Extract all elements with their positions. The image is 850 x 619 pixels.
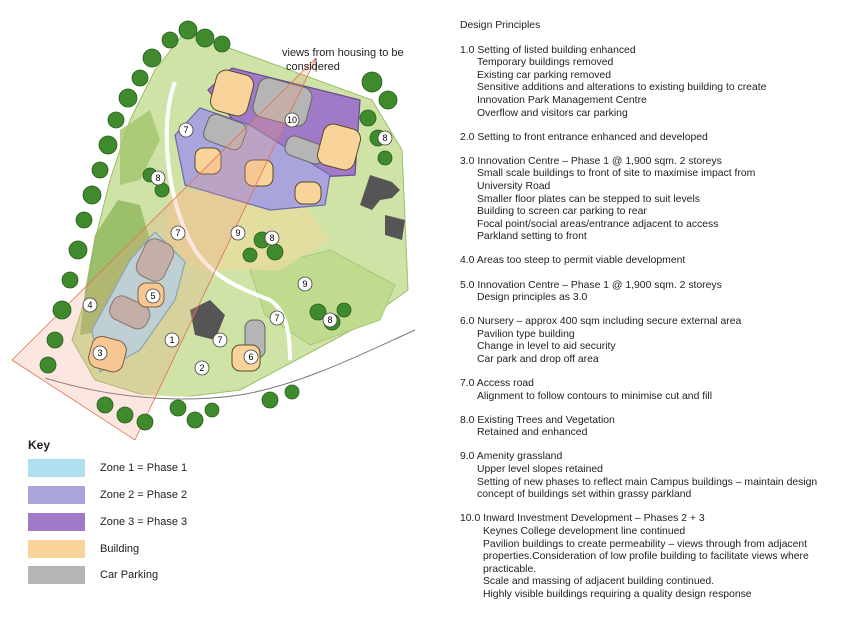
principle-heading: 3.0 Innovation Centre – Phase 1 @ 1,900 sqm. 2 storeys: [460, 155, 722, 167]
marker-label: 7: [183, 125, 189, 135]
callout-line: views from housing to be: [282, 47, 404, 59]
principle-item: Parkland setting to front: [477, 231, 587, 243]
principle-heading: 4.0 Areas too steep to permit viable development: [460, 255, 686, 267]
legend-swatch: [28, 486, 85, 504]
principle-item: Pavilion type building: [477, 328, 575, 340]
principle-item: University Road: [477, 180, 551, 192]
principle-item: Temporary buildings removed: [477, 57, 614, 69]
principle-section: [460, 280, 845, 305]
principle-item: Building to screen car parking to rear: [477, 206, 647, 218]
principle-item: Scale and massing of adjacent building continued.: [483, 576, 715, 588]
marker-label: 10: [286, 115, 298, 125]
principle-section: [460, 316, 845, 366]
legend-item: [28, 458, 187, 478]
principle-section: [460, 415, 845, 440]
principle-item: Retained and enhanced: [477, 427, 588, 439]
principles-title: Design Principles: [460, 20, 541, 31]
legend: [28, 438, 188, 581]
legend-label: Building: [100, 543, 140, 555]
principle-item: Sensitive additions and alterations to existing building to create: [477, 82, 767, 94]
principle-section: [460, 156, 845, 244]
callout-line: considered: [286, 61, 340, 73]
marker-label: 8: [327, 315, 333, 325]
principle-heading: 5.0 Innovation Centre – Phase 1 @ 1,900 sqm. 2 storeys: [460, 279, 722, 291]
principle-item: Design principles as 3.0: [477, 292, 588, 304]
legend-swatch: [28, 540, 85, 558]
legend-item: [28, 512, 187, 532]
principle-item: Pavilion buildings to create permeability – views through from adjacent: [483, 538, 808, 550]
legend-item: [28, 485, 187, 505]
principle-item: Upper level slopes retained: [477, 464, 603, 476]
principle-item: properties.Consideration of low profile building to facilitate views where: [483, 551, 809, 563]
principle-section: [460, 378, 845, 403]
marker-label: 8: [382, 133, 388, 143]
marker-label: 2: [199, 363, 205, 373]
principle-section: [460, 255, 845, 268]
principle-item: Small scale buildings to front of site to maximise impact from: [477, 168, 756, 180]
principle-item: Focal point/social areas/entrance adjacent to access: [477, 218, 719, 230]
principle-section: [460, 451, 845, 501]
legend-label: Car Parking: [100, 569, 159, 581]
views-callout: [282, 46, 404, 74]
principle-heading: 7.0 Access road: [460, 378, 534, 390]
principle-item: practicable.: [483, 563, 537, 575]
principle-heading: 6.0 Nursery – approx 400 sqm including secure external area: [460, 316, 742, 328]
principle-item: concept of buildings set within grassy parkland: [477, 489, 692, 501]
legend-item: [28, 565, 158, 585]
principle-item: Change in level to aid security: [477, 341, 616, 353]
marker-label: 8: [269, 233, 275, 243]
marker-label: 8: [155, 173, 161, 183]
principle-heading: 1.0 Setting of listed building enhanced: [460, 44, 636, 56]
marker-label: 6: [248, 352, 254, 362]
legend-swatch: [28, 566, 85, 584]
design-principles: [460, 20, 845, 613]
marker-label: 7: [217, 335, 223, 345]
legend-swatch: [28, 513, 85, 531]
principle-heading: 9.0 Amenity grassland: [460, 451, 563, 463]
principle-section: [460, 513, 845, 601]
marker-label: 9: [235, 228, 241, 238]
marker-label: 9: [302, 279, 308, 289]
principle-item: Smaller floor plates can be stepped to suit levels: [477, 193, 700, 205]
legend-title: Key: [28, 438, 51, 452]
legend-label: Zone 3 = Phase 3: [100, 516, 188, 528]
marker-label: 5: [150, 291, 156, 301]
marker-label: 7: [175, 228, 181, 238]
principle-section: [460, 132, 845, 145]
principle-item: Alignment to follow contours to minimise cut and fill: [477, 390, 713, 402]
legend-swatch: [28, 459, 85, 477]
principle-section: [460, 45, 845, 121]
principle-item: Setting of new phases to reflect main Campus buildings – maintain design: [477, 476, 818, 488]
principle-item: Overflow and visitors car parking: [477, 107, 628, 119]
principle-heading: 10.0 Inward Investment Development – Phases 2 + 3: [460, 513, 705, 525]
marker-label: 4: [87, 300, 93, 310]
principle-heading: 2.0 Setting to front entrance enhanced and developed: [460, 131, 708, 143]
principle-item: Keynes College development line continued: [483, 525, 686, 537]
marker-label: 7: [274, 313, 280, 323]
principle-item: Highly visible buildings requiring a quality design response: [483, 588, 752, 600]
legend-label: Zone 2 = Phase 2: [100, 489, 188, 501]
principle-heading: 8.0 Existing Trees and Vegetation: [460, 414, 615, 426]
marker-label: 3: [97, 348, 103, 358]
legend-item: [28, 539, 139, 559]
principle-item: Car park and drop off area: [477, 353, 599, 365]
marker-label: 1: [169, 335, 175, 345]
principle-item: Existing car parking removed: [477, 69, 611, 81]
legend-label: Zone 1 = Phase 1: [100, 462, 188, 474]
principle-item: Innovation Park Management Centre: [477, 94, 647, 106]
